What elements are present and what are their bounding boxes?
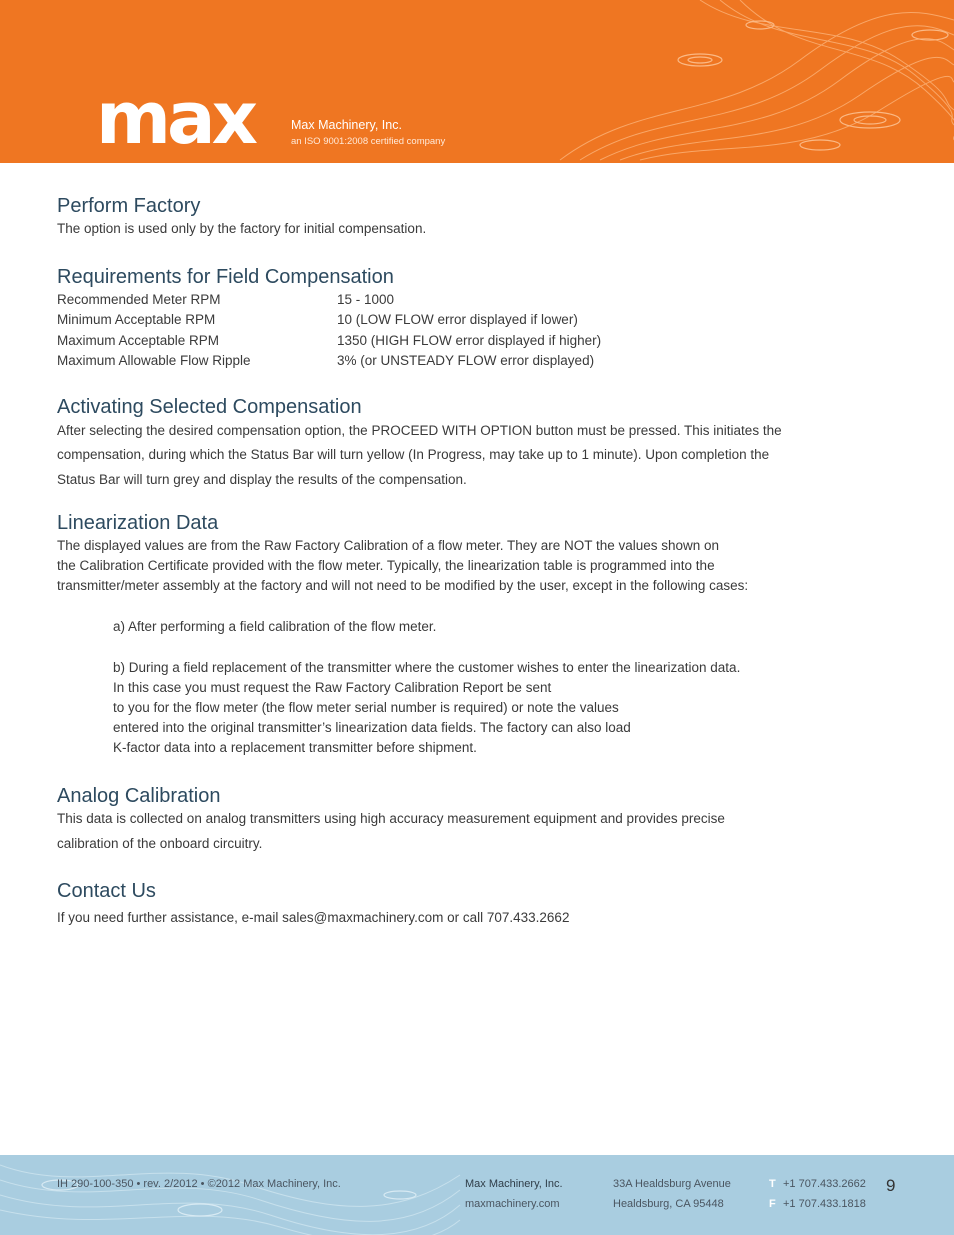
section-title: Contact Us (57, 880, 156, 902)
case-b-line: to you for the flow meter (the flow meter serial number is required) or note the values (113, 700, 619, 715)
requirement-label: Recommended Meter RPM (57, 292, 221, 307)
paragraph-line: the Calibration Certificate provided with the flow meter. Typically, the linearization table is programmed into the (57, 558, 715, 573)
footer-website[interactable]: maxmachinery.com (465, 1198, 560, 1210)
section-analog-calibration (57, 783, 902, 859)
fax-label: F (769, 1198, 776, 1210)
footer-phone: +1 707.433.2662 (783, 1178, 866, 1190)
header-company-name: Max Machinery, Inc. (291, 118, 402, 132)
section-title: Requirements for Field Compensation (57, 266, 394, 288)
case-b-line: In this case you must request the Raw Factory Calibration Report be sent (113, 680, 552, 695)
section-linearization-data (57, 510, 902, 758)
section-contact-us (57, 878, 902, 928)
requirement-row (57, 310, 902, 330)
requirement-value: 3% (or UNSTEADY FLOW error displayed) (337, 352, 595, 368)
section-perform-factory (57, 193, 902, 239)
section-requirements (57, 264, 902, 371)
paragraph-line: This data is collected on analog transmitters using high accuracy measurement equipment and provides precise (57, 811, 725, 826)
requirement-value: 15 - 1000 (337, 292, 395, 307)
logo-wordmark: max (96, 76, 255, 160)
requirement-row (57, 351, 902, 371)
paragraph-line: The displayed values are from the Raw Factory Calibration of a flow meter. They are NOT the values shown on (57, 538, 720, 553)
paragraph-line: calibration of the onboard circuitry. (57, 836, 263, 851)
requirement-label: Maximum Allowable Flow Ripple (57, 352, 251, 368)
footer-address-line1: 33A Healdsburg Avenue (613, 1178, 731, 1190)
page-number: 9 (886, 1176, 896, 1195)
case-b-line: K-factor data into a replacement transmitter before shipment. (113, 740, 477, 755)
section-title: Analog Calibration (57, 785, 221, 807)
footer-document-reference: IH 290-100-350 • rev. 2/2012 • ©2012 Max Machinery, Inc. (57, 1178, 341, 1190)
case-a: a) After performing a field calibration of the flow meter. (113, 619, 437, 634)
paragraph-line: After selecting the desired compensation option, the PROCEED WITH OPTION button must be pressed. This initiates the (57, 423, 782, 438)
footer-band (0, 1155, 954, 1235)
section-activating-compensation (57, 394, 902, 492)
footer-fax: +1 707.433.1818 (783, 1198, 866, 1210)
header-banner (0, 0, 954, 163)
requirement-value: 10 (LOW FLOW error displayed if lower) (337, 312, 578, 328)
requirement-label: Minimum Acceptable RPM (57, 312, 216, 328)
case-b-line: entered into the original transmitter’s linearization data fields. The factory can also load (113, 720, 631, 735)
requirement-row (57, 331, 902, 351)
footer-company-name: Max Machinery, Inc. (465, 1178, 563, 1190)
case-b: b) During a field replacement of the transmitter where the customer wishes to enter the linearization data. (113, 660, 741, 675)
contact-line: If you need further assistance, e-mail sales@maxmachinery.com or call 707.433.2662 (57, 910, 570, 925)
decorative-wave-pattern (0, 1155, 954, 1235)
paragraph-line: compensation, during which the Status Bar will turn yellow (In Progress, may take up to 1 minute). Upon completion the (57, 447, 770, 462)
footer-address-line2: Healdsburg, CA 95448 (613, 1198, 724, 1210)
section-body: The option is used only by the factory for initial compensation. (57, 221, 427, 236)
paragraph-line: Status Bar will turn grey and display the results of the compensation. (57, 472, 467, 487)
paragraph-line: transmitter/meter assembly at the factory and will not need to be modified by the user, except in the following cases: (57, 578, 749, 593)
section-title: Activating Selected Compensation (57, 396, 362, 418)
section-title: Perform Factory (57, 195, 201, 217)
requirement-label: Maximum Acceptable RPM (57, 332, 220, 348)
header-tagline: an ISO 9001:2008 certified company (291, 136, 446, 147)
section-title: Linearization Data (57, 512, 219, 534)
requirement-value: 1350 (HIGH FLOW error displayed if higher) (337, 332, 602, 348)
phone-label: T (769, 1178, 776, 1190)
requirement-row (57, 290, 902, 310)
